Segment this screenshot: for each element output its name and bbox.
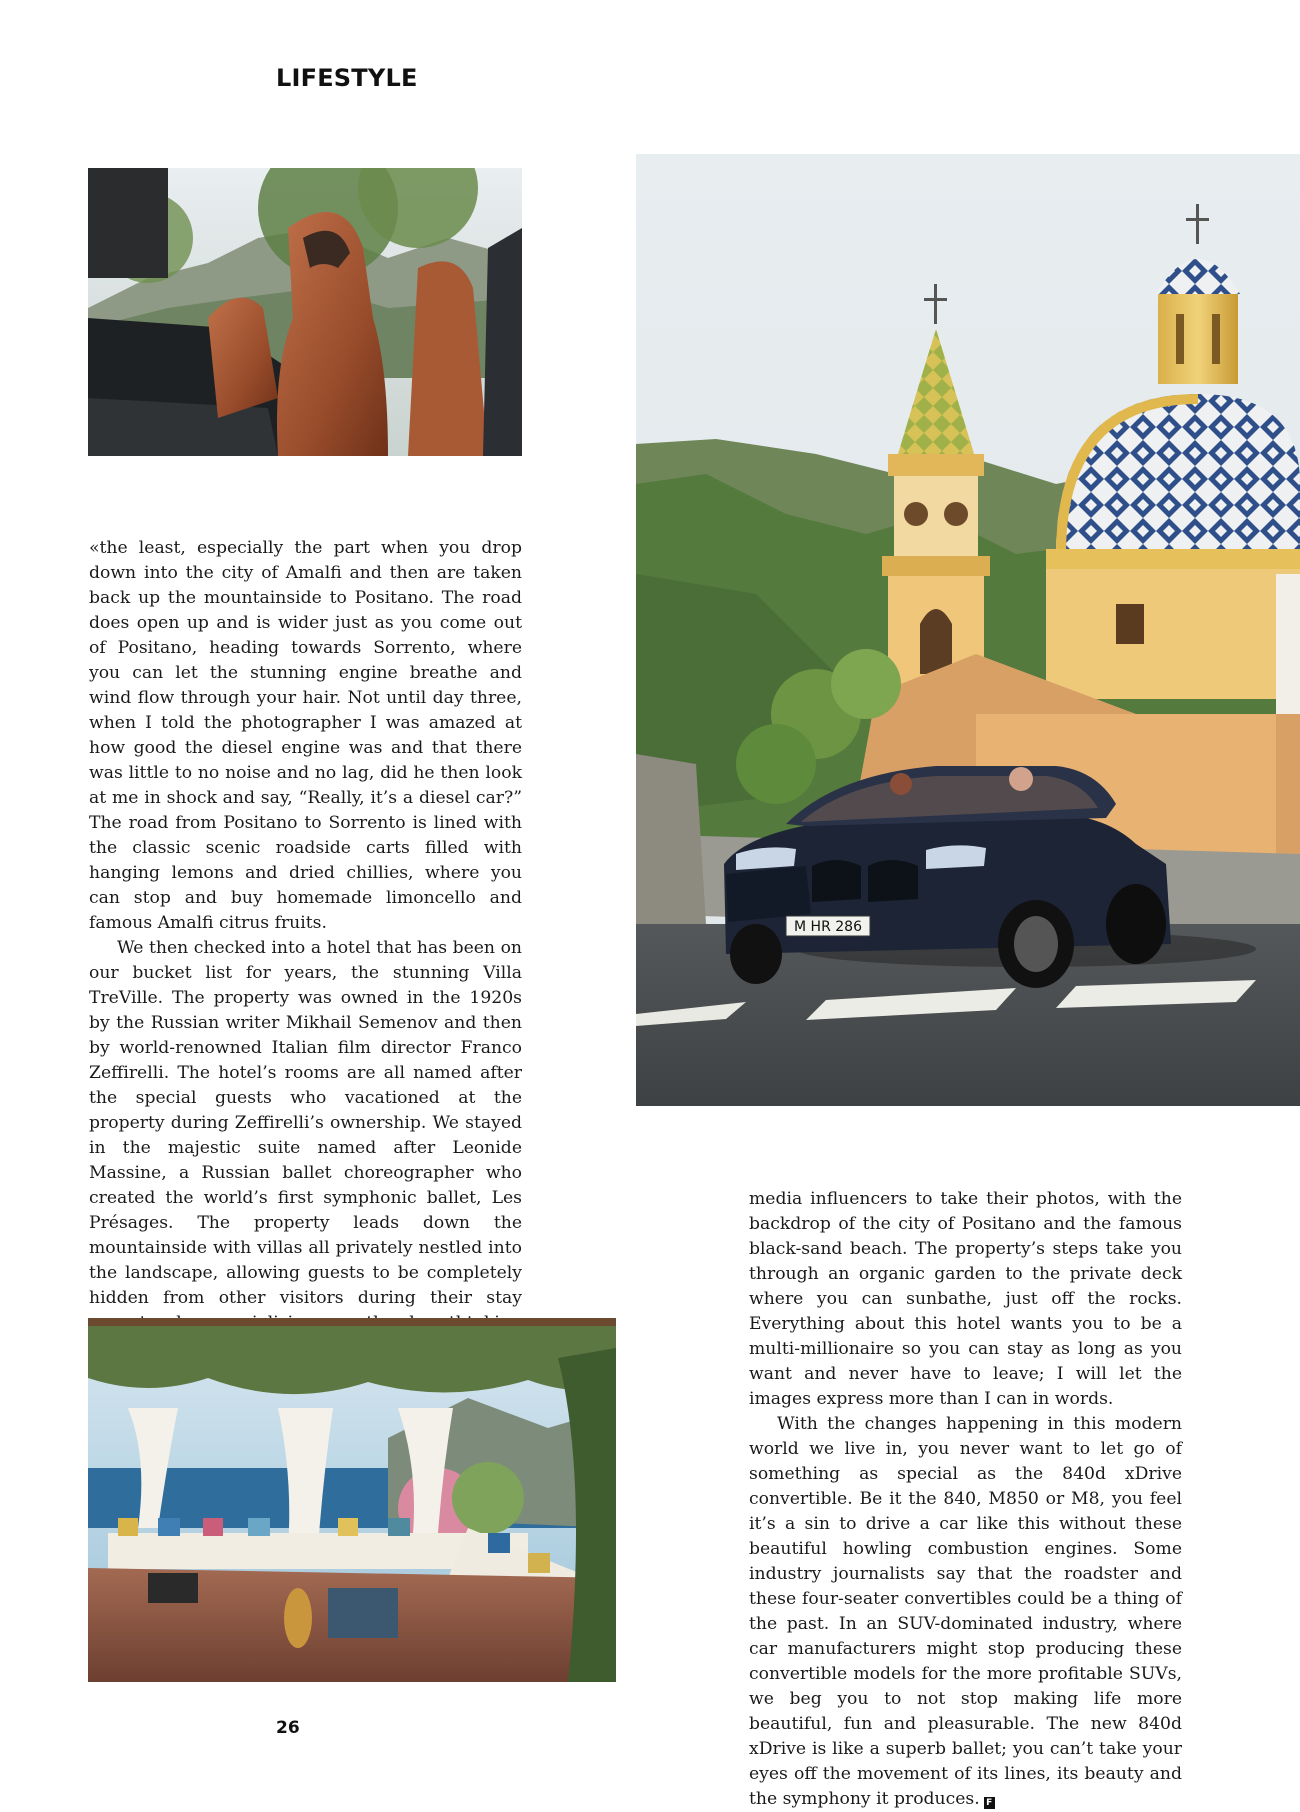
convertible-church-domes-photo xyxy=(636,154,1300,1106)
article-paragraph: media influencers to take their photos, with the backdrop of the city of Positano and the famous black-sand beach. The property’s steps take you through an organic garden to the private deck where you can sunbathe, just off the rocks. Everything about this hotel wants you to be a multi-millionaire so you can stay as long as you want and never have to leave; I will let the images express more than I can in words. xyxy=(749,1189,1182,1409)
article-column-left xyxy=(89,536,522,1411)
article-paragraph: We then checked into a hotel that has been on our bucket list for years, the stunning Villa TreVille. The property was owned in the 1920s by the Russian writer Mikhail Semenov and then by world-renowned Italian film director Franco Zeffirelli. The hotel’s rooms are all named after the special guests who vacationed at the property during Zeffirelli’s ownership. We stayed in the majestic suite named after Leonide Massine, a Russian ballet choreographer who created the world’s first symphonic ballet, Les Présages. The property leads down the mountainside with villas all privately nestled into the landscape, allowing guests to be completely hidden from other visitors during their stay xyxy=(89,938,522,1308)
page-number: 26 xyxy=(276,1718,300,1738)
end-mark-icon: F xyxy=(984,1797,995,1809)
license-plate: M HR 286 xyxy=(794,919,862,935)
section-label: LIFESTYLE xyxy=(276,64,418,92)
article-paragraph-final xyxy=(749,1412,1182,1812)
article-paragraph: «the least, especially the part when you drop down into the city of Amalfi and then are taken back up the mountainside to Positano. The road does open up and is wider just as you come out of Positano, heading towards Sorrento, where you can let the stunning engine breathe and wind flow through your hair. Not until day three, when I told the photographer I was amazed at how good the diesel engine was and that there was little to no noise and no lag, did he then look at me in shock and say, “Really, it’s a diesel car?” The road from Positano to Sorrento is lined with the classic scenic roadside carts filled with hanging lemons and dried chillies, where you can stop and buy homemade limoncello and famous Amalfi citrus fruits. xyxy=(89,538,522,933)
hotel-terrace-lounge-photo xyxy=(88,1318,616,1682)
car-interior-seat-photo xyxy=(88,168,522,456)
article-column-right xyxy=(749,1187,1182,1812)
article-paragraph-text: With the changes happening in this modern world we live in, you never want to let go of something as special as the 840d xDrive convertible. Be it the 840, M850 or M8, you feel it’s a sin to drive a car like this without these beautiful howling combustion engines. Some industry journalists say that the roadster and these four-seater convertibles could be a thing of the past. In an SUV-dominated industry, where car manufacturers might stop producing these convertible models for the more profitable SUVs, we beg you to not stop making life more beautiful, fun and pleasurable. The new 840d xDrive is like a superb ballet; you can’t take your eyes off the movement of its lines, its beauty and the symphony it produces. xyxy=(749,1414,1182,1809)
